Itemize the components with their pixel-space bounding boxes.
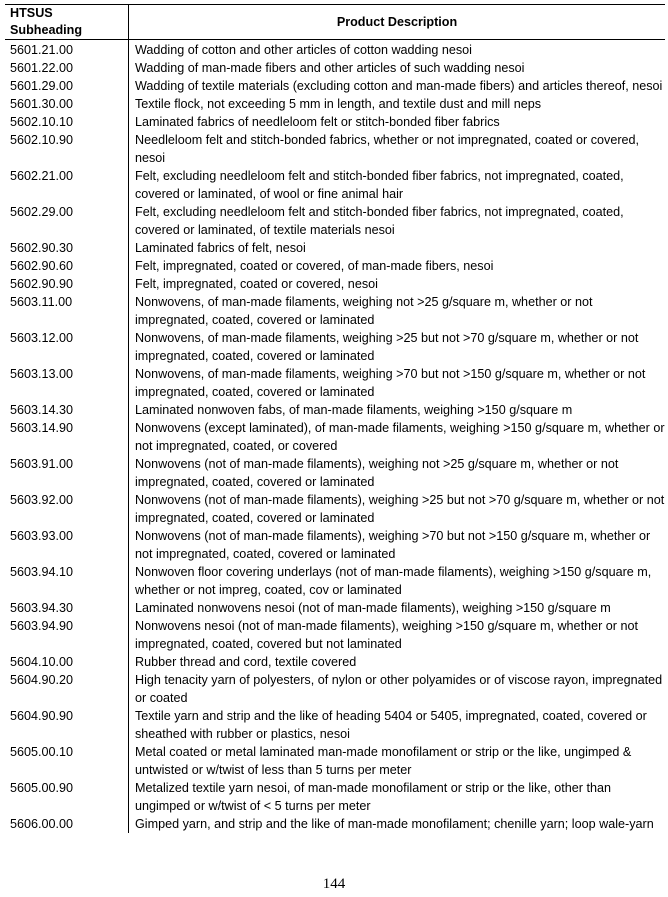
htsus-code-cell: 5606.00.00 (5, 815, 129, 833)
product-description-cell: Textile flock, not exceeding 5 mm in length, and textile dust and mill neps (135, 97, 542, 111)
table-row (5, 365, 665, 401)
table-row (5, 779, 665, 815)
product-description-cell: Metal coated or metal laminated man-made monofilament or strip or the like, ungimped & untwisted or w/twist of less than 5 turns per meter (135, 745, 632, 777)
table-row (5, 815, 665, 833)
product-description-cell: Needleloom felt and stitch-bonded fabrics, whether or not impregnated, coated or covered, nesoi (135, 133, 640, 165)
product-description-cell: Felt, impregnated, coated or covered, of man-made fibers, nesoi (135, 259, 494, 273)
product-description-cell: Metalized textile yarn nesoi, of man-made monofilament or strip or the like, other than ungimped or w/twist of < 5 turns per meter (135, 781, 611, 813)
product-description-cell: Nonwovens (not of man-made filaments), weighing not >25 g/square m, whether or not impregnated, coated, covered or laminated (135, 457, 619, 489)
table-row (5, 239, 665, 257)
product-description-cell: Felt, excluding needleloom felt and stitch-bonded fiber fabrics, not impregnated, coated, covered or laminated, of wool or fine animal hair (135, 169, 624, 201)
table-row (5, 77, 665, 95)
table-row (5, 671, 665, 707)
product-description-cell: Nonwovens (not of man-made filaments), weighing >70 but not >150 g/square m, whether or not impregnated, coated, covered or laminated (135, 529, 651, 561)
product-description-cell: Nonwovens, of man-made filaments, weighing not >25 g/square m, whether or not impregnated, coated, covered or laminated (135, 295, 593, 327)
htsus-code-cell: 5602.90.90 (5, 275, 129, 293)
htsus-code-cell: 5602.10.90 (5, 131, 129, 167)
table-row (5, 167, 665, 203)
htsus-code-cell: 5601.30.00 (5, 95, 129, 113)
htsus-code-cell: 5602.21.00 (5, 167, 129, 203)
htsus-code-cell: 5602.90.30 (5, 239, 129, 257)
header-product-description: Product Description (336, 15, 458, 29)
htsus-code-cell: 5603.91.00 (5, 455, 129, 491)
header-htsus-subheading: HTSUS Subheading (5, 5, 129, 40)
htsus-code-cell: 5604.10.00 (5, 653, 129, 671)
product-description-cell: Nonwovens, of man-made filaments, weighing >70 but not >150 g/square m, whether or not impregnated, coated, covered or laminated (135, 367, 646, 399)
product-description-cell: Nonwovens (not of man-made filaments), weighing >25 but not >70 g/square m, whether or not impregnated, coated, covered or laminated (135, 493, 665, 525)
product-description-cell: Nonwovens (except laminated), of man-made filaments, weighing >150 g/square m, whether or not impregnated, coated, or covered (135, 421, 665, 453)
htsus-code-cell: 5601.22.00 (5, 59, 129, 77)
table-row (5, 95, 665, 113)
table-body (5, 40, 665, 834)
table-row (5, 599, 665, 617)
htsus-code-cell: 5604.90.90 (5, 707, 129, 743)
table-row (5, 257, 665, 275)
htsus-code-cell: 5603.93.00 (5, 527, 129, 563)
htsus-code-cell: 5603.94.10 (5, 563, 129, 599)
table-row (5, 401, 665, 419)
table-header (5, 5, 665, 40)
table-row (5, 707, 665, 743)
product-description-cell: Wadding of man-made fibers and other articles of such wadding nesoi (135, 61, 525, 75)
product-description-cell: Rubber thread and cord, textile covered (135, 655, 357, 669)
table-row (5, 455, 665, 491)
table-row (5, 203, 665, 239)
page-number: 144 (322, 876, 346, 892)
table-row (5, 131, 665, 167)
product-description-cell: Nonwovens, of man-made filaments, weighing >25 but not >70 g/square m, whether or not impregnated, coated, covered or laminated (135, 331, 639, 363)
product-description-cell: Nonwovens nesoi (not of man-made filaments), weighing >150 g/square m, whether or not impregnated, coated, covered but not laminated (135, 619, 638, 651)
htsus-code-cell: 5603.14.90 (5, 419, 129, 455)
htsus-code-cell: 5603.11.00 (5, 293, 129, 329)
htsus-code-cell: 5602.10.10 (5, 113, 129, 131)
product-description-cell: Laminated fabrics of needleloom felt or stitch-bonded fiber fabrics (135, 115, 500, 129)
htsus-code-cell: 5603.12.00 (5, 329, 129, 365)
htsus-code-cell: 5603.14.30 (5, 401, 129, 419)
product-description-cell: Wadding of textile materials (excluding cotton and man-made fibers) and articles thereof, nesoi (135, 79, 663, 93)
product-description-cell: Laminated nonwovens nesoi (not of man-made filaments), weighing >150 g/square m (135, 601, 611, 615)
table-row (5, 40, 665, 60)
table-row (5, 743, 665, 779)
product-description-cell: Felt, excluding needleloom felt and stitch-bonded fiber fabrics, not impregnated, coated, covered or laminated, of textile materials nesoi (135, 205, 624, 237)
table-row (5, 491, 665, 527)
table-row (5, 113, 665, 131)
table-row (5, 293, 665, 329)
htsus-code-cell: 5603.92.00 (5, 491, 129, 527)
htsus-code-cell: 5602.90.60 (5, 257, 129, 275)
table-row (5, 527, 665, 563)
product-description-cell: Gimped yarn, and strip and the like of man-made monofilament; chenille yarn; loop wale-yarn (135, 817, 654, 831)
htsus-code-cell: 5603.13.00 (5, 365, 129, 401)
htsus-code-cell: 5603.94.90 (5, 617, 129, 653)
htsus-code-cell: 5601.29.00 (5, 77, 129, 95)
htsus-code-cell: 5605.00.90 (5, 779, 129, 815)
htsus-code-cell: 5602.29.00 (5, 203, 129, 239)
product-description-cell: Felt, impregnated, coated or covered, nesoi (135, 277, 378, 291)
product-description-cell: High tenacity yarn of polyesters, of nylon or other polyamides or of viscose rayon, impregnated or coated (135, 673, 663, 705)
htsus-code-cell: 5604.90.20 (5, 671, 129, 707)
product-description-cell: Wadding of cotton and other articles of cotton wadding nesoi (135, 43, 472, 57)
table-row (5, 329, 665, 365)
table-row (5, 275, 665, 293)
table-row (5, 59, 665, 77)
product-description-cell: Nonwoven floor covering underlays (not of man-made filaments), weighing >150 g/square m, whether or not impreg, coated, cov or laminated (135, 565, 652, 597)
table-row (5, 419, 665, 455)
table-row (5, 617, 665, 653)
htsus-code-cell: 5603.94.30 (5, 599, 129, 617)
table-row (5, 653, 665, 671)
header-row (5, 5, 665, 40)
table-row (5, 563, 665, 599)
product-description-cell: Laminated fabrics of felt, nesoi (135, 241, 306, 255)
htsus-product-table (5, 4, 665, 833)
product-description-cell: Laminated nonwoven fabs, of man-made filaments, weighing >150 g/square m (135, 403, 573, 417)
htsus-code-cell: 5601.21.00 (5, 40, 129, 60)
product-description-cell: Textile yarn and strip and the like of heading 5404 or 5405, impregnated, coated, covered or sheathed with rubber or plastics, nesoi (135, 709, 647, 741)
htsus-code-cell: 5605.00.10 (5, 743, 129, 779)
